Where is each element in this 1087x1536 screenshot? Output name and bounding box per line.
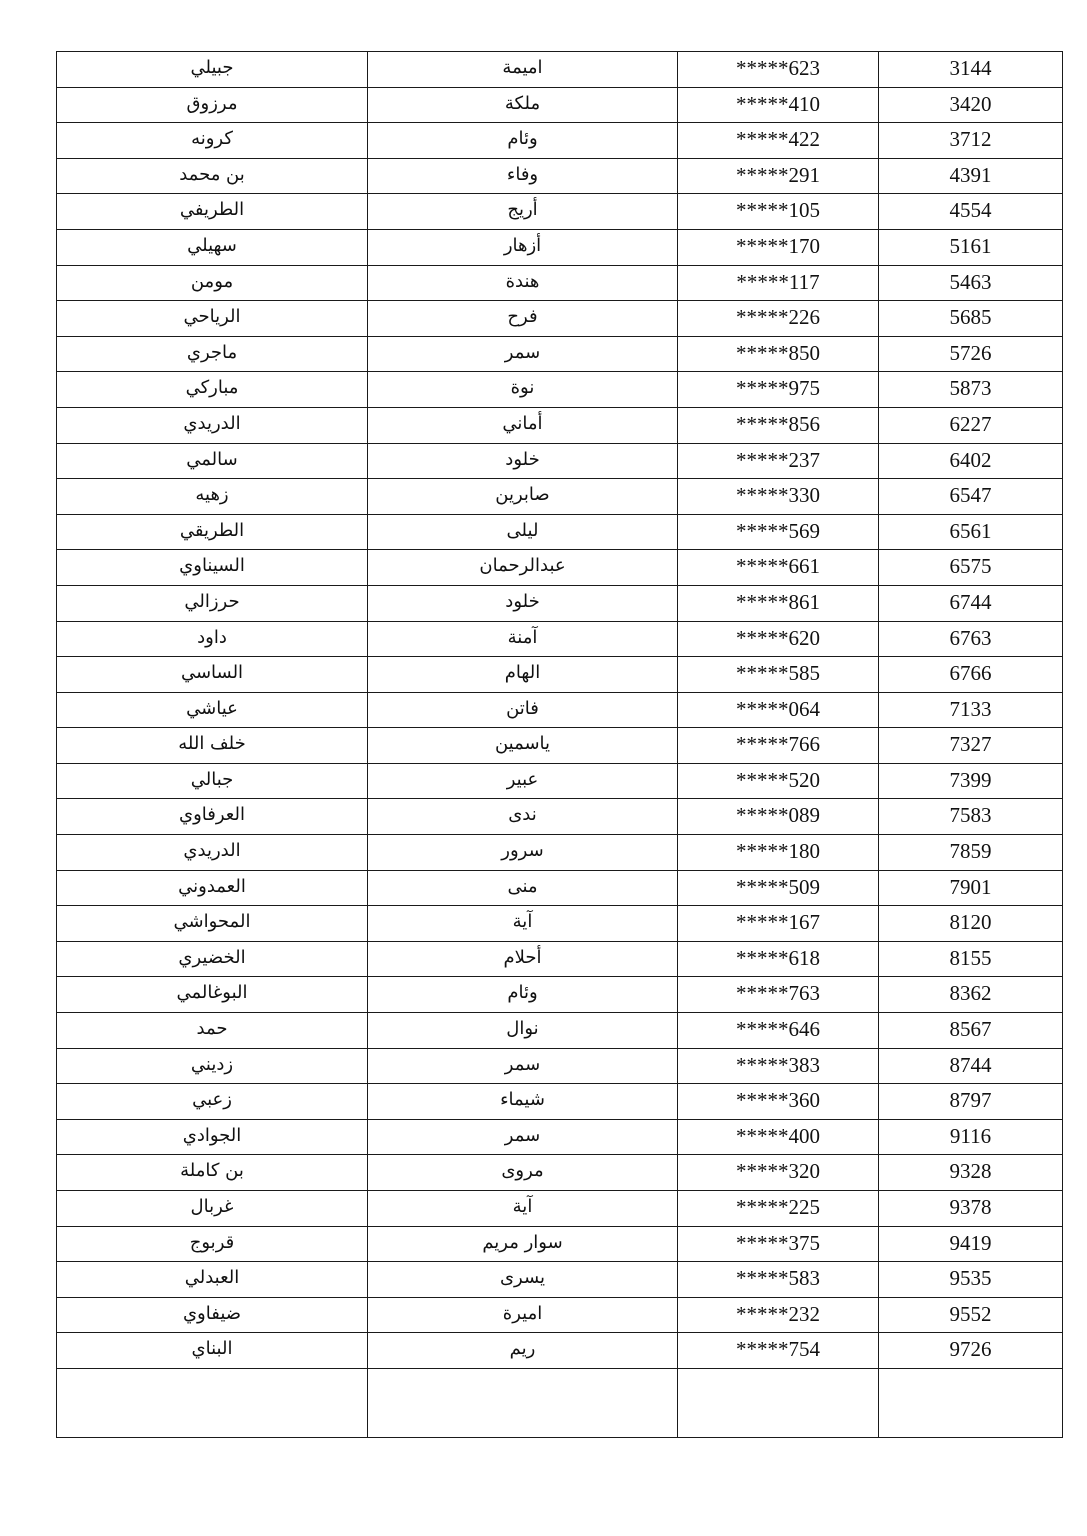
code-cell: 6763 — [879, 621, 1063, 657]
code-cell: 9328 — [879, 1155, 1063, 1191]
table-row — [57, 550, 1063, 586]
surname-cell: زديني — [57, 1048, 368, 1084]
masked-id-cell: *****410 — [678, 87, 879, 123]
code-cell: 9419 — [879, 1226, 1063, 1262]
table-row — [57, 87, 1063, 123]
first-name-cell: الهام — [368, 657, 678, 693]
surname-cell: جبيلي — [57, 52, 368, 88]
code-cell: 3712 — [879, 123, 1063, 159]
masked-id-cell: *****089 — [678, 799, 879, 835]
code-cell: 6575 — [879, 550, 1063, 586]
first-name-cell: سمر — [368, 1048, 678, 1084]
surname-cell: مباركي — [57, 372, 368, 408]
surname-cell: كرونه — [57, 123, 368, 159]
first-name-cell: عبدالرحمان — [368, 550, 678, 586]
masked-id-cell: *****170 — [678, 229, 879, 265]
first-name-cell: سمر — [368, 336, 678, 372]
table-row — [57, 407, 1063, 443]
code-cell: 4554 — [879, 194, 1063, 230]
first-name-cell: وفاء — [368, 158, 678, 194]
code-cell: 5685 — [879, 301, 1063, 337]
first-name-cell: أماني — [368, 407, 678, 443]
table-row — [57, 336, 1063, 372]
surname-cell: البوغالمي — [57, 977, 368, 1013]
surname-cell: زهيه — [57, 479, 368, 515]
first-name-cell: فاتن — [368, 692, 678, 728]
table-row — [57, 657, 1063, 693]
masked-id-cell: *****646 — [678, 1013, 879, 1049]
masked-id-cell: *****766 — [678, 728, 879, 764]
first-name-cell: نوال — [368, 1013, 678, 1049]
masked-id-cell: *****620 — [678, 621, 879, 657]
table-row — [57, 1119, 1063, 1155]
masked-id-cell: *****754 — [678, 1333, 879, 1369]
first-name-cell: آية — [368, 1191, 678, 1227]
masked-id-cell: *****064 — [678, 692, 879, 728]
table-row — [57, 1155, 1063, 1191]
code-cell: 7133 — [879, 692, 1063, 728]
masked-id-cell: *****623 — [678, 52, 879, 88]
first-name-cell: منى — [368, 870, 678, 906]
table-row — [57, 1013, 1063, 1049]
code-cell: 8362 — [879, 977, 1063, 1013]
first-name-cell: ليلى — [368, 514, 678, 550]
surname-cell: الدريدي — [57, 407, 368, 443]
surname-cell: حمد — [57, 1013, 368, 1049]
table-cell-empty — [879, 1368, 1063, 1437]
code-cell: 8120 — [879, 906, 1063, 942]
table-row — [57, 479, 1063, 515]
surname-cell: بن كاملة — [57, 1155, 368, 1191]
first-name-cell: عبير — [368, 763, 678, 799]
first-name-cell: مروى — [368, 1155, 678, 1191]
code-cell: 7327 — [879, 728, 1063, 764]
code-cell: 8155 — [879, 941, 1063, 977]
masked-id-cell: *****291 — [678, 158, 879, 194]
first-name-cell: ندى — [368, 799, 678, 835]
first-name-cell: اميرة — [368, 1297, 678, 1333]
surname-cell: الخضيري — [57, 941, 368, 977]
code-cell: 4391 — [879, 158, 1063, 194]
table-row — [57, 585, 1063, 621]
first-name-cell: شيماء — [368, 1084, 678, 1120]
code-cell: 6402 — [879, 443, 1063, 479]
surname-cell: ضيفاوي — [57, 1297, 368, 1333]
masked-id-cell: *****375 — [678, 1226, 879, 1262]
masked-id-cell: *****105 — [678, 194, 879, 230]
code-cell: 6227 — [879, 407, 1063, 443]
surname-cell: العرفاوي — [57, 799, 368, 835]
code-cell: 9726 — [879, 1333, 1063, 1369]
table-cell-empty — [57, 1368, 368, 1437]
masked-id-cell: *****400 — [678, 1119, 879, 1155]
first-name-cell: خلود — [368, 443, 678, 479]
first-name-cell: فرح — [368, 301, 678, 337]
code-cell: 5726 — [879, 336, 1063, 372]
first-name-cell: ياسمين — [368, 728, 678, 764]
surname-cell: مرزوق — [57, 87, 368, 123]
table-row — [57, 977, 1063, 1013]
code-cell: 8567 — [879, 1013, 1063, 1049]
masked-id-cell: *****763 — [678, 977, 879, 1013]
surname-cell: ماجري — [57, 336, 368, 372]
roster-body — [57, 52, 1063, 1438]
masked-id-cell: *****180 — [678, 835, 879, 871]
masked-id-cell: *****856 — [678, 407, 879, 443]
table-row — [57, 1297, 1063, 1333]
table-row — [57, 265, 1063, 301]
masked-id-cell: *****232 — [678, 1297, 879, 1333]
surname-cell: البناي — [57, 1333, 368, 1369]
surname-cell: خلف الله — [57, 728, 368, 764]
table-row — [57, 1191, 1063, 1227]
code-cell: 3144 — [879, 52, 1063, 88]
first-name-cell: نوة — [368, 372, 678, 408]
surname-cell: الرياحي — [57, 301, 368, 337]
table-row — [57, 621, 1063, 657]
code-cell: 7859 — [879, 835, 1063, 871]
masked-id-cell: *****237 — [678, 443, 879, 479]
table-row — [57, 835, 1063, 871]
table-row — [57, 941, 1063, 977]
code-cell: 8797 — [879, 1084, 1063, 1120]
table-row — [57, 123, 1063, 159]
table-row — [57, 728, 1063, 764]
first-name-cell: وئام — [368, 977, 678, 1013]
surname-cell: الطريقي — [57, 514, 368, 550]
table-row — [57, 692, 1063, 728]
masked-id-cell: *****618 — [678, 941, 879, 977]
surname-cell: العبدلي — [57, 1262, 368, 1298]
surname-cell: سالمي — [57, 443, 368, 479]
code-cell: 5873 — [879, 372, 1063, 408]
table-row — [57, 514, 1063, 550]
code-cell: 9378 — [879, 1191, 1063, 1227]
first-name-cell: ريم — [368, 1333, 678, 1369]
surname-cell: سهيلي — [57, 229, 368, 265]
first-name-cell: هندة — [368, 265, 678, 301]
table-row — [57, 443, 1063, 479]
surname-cell: الساسي — [57, 657, 368, 693]
first-name-cell: صابرين — [368, 479, 678, 515]
masked-id-cell: *****509 — [678, 870, 879, 906]
masked-id-cell: *****861 — [678, 585, 879, 621]
first-name-cell: أزهار — [368, 229, 678, 265]
masked-id-cell: *****360 — [678, 1084, 879, 1120]
code-cell: 6547 — [879, 479, 1063, 515]
first-name-cell: سمر — [368, 1119, 678, 1155]
table-row — [57, 229, 1063, 265]
table-row — [57, 763, 1063, 799]
surname-cell: الدريدي — [57, 835, 368, 871]
table-cell-empty — [368, 1368, 678, 1437]
code-cell: 8744 — [879, 1048, 1063, 1084]
code-cell: 6561 — [879, 514, 1063, 550]
table-row — [57, 194, 1063, 230]
masked-id-cell: *****226 — [678, 301, 879, 337]
surname-cell: جبالي — [57, 763, 368, 799]
code-cell: 6766 — [879, 657, 1063, 693]
table-row — [57, 1262, 1063, 1298]
code-cell: 3420 — [879, 87, 1063, 123]
surname-cell: العمدوني — [57, 870, 368, 906]
table-row-empty — [57, 1368, 1063, 1437]
first-name-cell: سوار مريم — [368, 1226, 678, 1262]
masked-id-cell: *****850 — [678, 336, 879, 372]
masked-id-cell: *****585 — [678, 657, 879, 693]
surname-cell: زعبي — [57, 1084, 368, 1120]
table-row — [57, 1084, 1063, 1120]
code-cell: 7399 — [879, 763, 1063, 799]
masked-id-cell: *****569 — [678, 514, 879, 550]
table-row — [57, 799, 1063, 835]
table-row — [57, 1333, 1063, 1369]
surname-cell: السيناوي — [57, 550, 368, 586]
code-cell: 7901 — [879, 870, 1063, 906]
code-cell: 9535 — [879, 1262, 1063, 1298]
masked-id-cell: *****330 — [678, 479, 879, 515]
first-name-cell: آية — [368, 906, 678, 942]
surname-cell: غربال — [57, 1191, 368, 1227]
masked-id-cell: *****975 — [678, 372, 879, 408]
surname-cell: مومن — [57, 265, 368, 301]
masked-id-cell: *****117 — [678, 265, 879, 301]
surname-cell: الجوادي — [57, 1119, 368, 1155]
masked-id-cell: *****583 — [678, 1262, 879, 1298]
surname-cell: بن محمد — [57, 158, 368, 194]
code-cell: 5463 — [879, 265, 1063, 301]
first-name-cell: وئام — [368, 123, 678, 159]
surname-cell: المحواشي — [57, 906, 368, 942]
first-name-cell: أريج — [368, 194, 678, 230]
surname-cell: الطريفي — [57, 194, 368, 230]
masked-id-cell: *****225 — [678, 1191, 879, 1227]
code-cell: 9552 — [879, 1297, 1063, 1333]
masked-id-cell: *****383 — [678, 1048, 879, 1084]
first-name-cell: اميمة — [368, 52, 678, 88]
table-row — [57, 301, 1063, 337]
table-cell-empty — [678, 1368, 879, 1437]
code-cell: 5161 — [879, 229, 1063, 265]
table-row — [57, 372, 1063, 408]
surname-cell: داود — [57, 621, 368, 657]
first-name-cell: أحلام — [368, 941, 678, 977]
first-name-cell: خلود — [368, 585, 678, 621]
table-row — [57, 906, 1063, 942]
first-name-cell: يسرى — [368, 1262, 678, 1298]
table-row — [57, 158, 1063, 194]
masked-id-cell: *****320 — [678, 1155, 879, 1191]
code-cell: 6744 — [879, 585, 1063, 621]
masked-id-cell: *****167 — [678, 906, 879, 942]
roster-table — [56, 51, 1063, 1438]
surname-cell: عياشي — [57, 692, 368, 728]
first-name-cell: سرور — [368, 835, 678, 871]
first-name-cell: آمنة — [368, 621, 678, 657]
table-row — [57, 52, 1063, 88]
masked-id-cell: *****422 — [678, 123, 879, 159]
code-cell: 7583 — [879, 799, 1063, 835]
first-name-cell: ملكة — [368, 87, 678, 123]
surname-cell: حرزالي — [57, 585, 368, 621]
table-row — [57, 1226, 1063, 1262]
table-row — [57, 1048, 1063, 1084]
masked-id-cell: *****520 — [678, 763, 879, 799]
table-row — [57, 870, 1063, 906]
surname-cell: قربوج — [57, 1226, 368, 1262]
code-cell: 9116 — [879, 1119, 1063, 1155]
masked-id-cell: *****661 — [678, 550, 879, 586]
